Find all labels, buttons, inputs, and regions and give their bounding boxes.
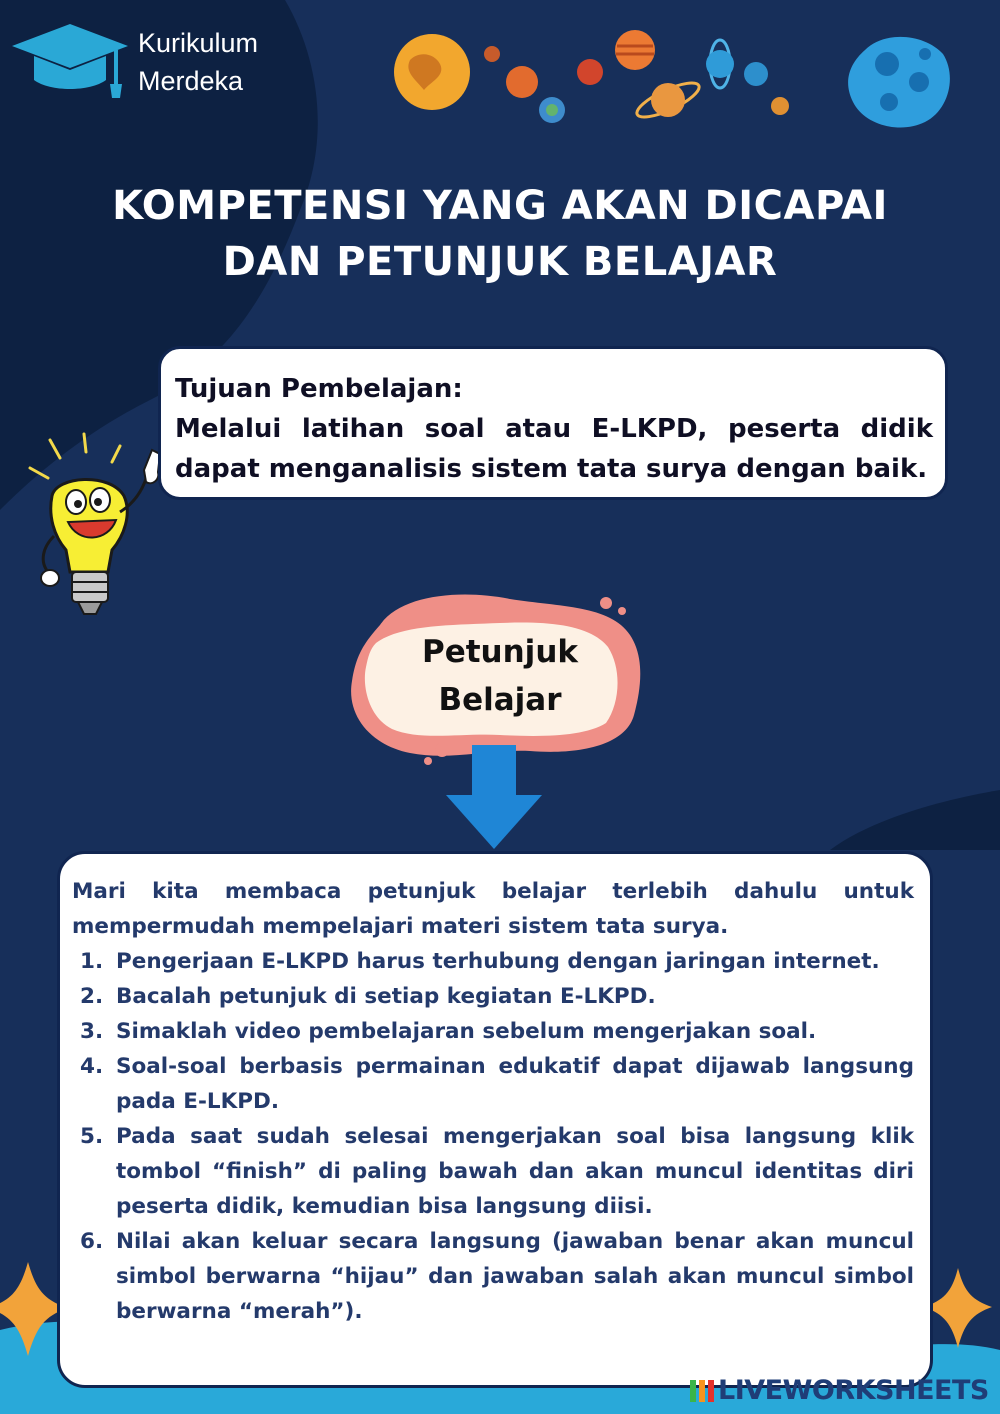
step-number: 2.: [80, 984, 104, 1009]
title-line-1: KOMPETENSI YANG AKAN DICAPAI: [112, 183, 888, 229]
brand-line-1: Kurikulum: [138, 28, 259, 58]
goal-heading: Tujuan Pembelajan:: [175, 374, 463, 404]
instruction-steps-list: [72, 944, 914, 1329]
learning-goal-card: [158, 346, 948, 500]
brand-line-2: Merdeka: [138, 66, 244, 96]
solar-system-planets-illustration: [380, 20, 810, 140]
smiling-lightbulb-character: [20, 432, 180, 622]
asteroid-illustration: [845, 30, 955, 130]
instruction-step: [72, 944, 914, 979]
instructions-card: [57, 851, 933, 1388]
step-number: 6.: [80, 1229, 104, 1254]
step-text: Bacalah petunjuk di setiap kegiatan E-LKPD.: [116, 984, 656, 1009]
graduation-cap-icon: [10, 22, 130, 102]
goal-text: Melalui latihan soal atau E-LKPD, peserta didik dapat menganalisis sistem tata surya dengan baik.: [175, 414, 933, 484]
page-title: [0, 178, 1000, 290]
petunjuk-line-2: Belajar: [438, 682, 562, 718]
brand-header: [10, 22, 310, 102]
step-number: 4.: [80, 1054, 104, 1079]
dark-blob-right: [830, 790, 1000, 850]
instructions-intro: Mari kita membaca petunjuk belajar terlebih dahulu untuk mempermudah mempelajari materi sistem tata surya.: [72, 879, 914, 939]
petunjuk-line-1: Petunjuk: [421, 634, 578, 670]
liveworksheets-mark-icon: [690, 1380, 714, 1402]
watermark-text: LIVEWORKSHEETS: [718, 1375, 989, 1406]
step-text: Pengerjaan E-LKPD harus terhubung dengan jaringan internet.: [116, 949, 880, 974]
step-text: Pada saat sudah selesai mengerjakan soal bisa langsung klik tombol “finish” di paling bawah dan akan muncul identitas diri peserta didik, kemudian bisa langsung diisi.: [116, 1124, 914, 1219]
instruction-step: [72, 1224, 914, 1329]
step-number: 5.: [80, 1124, 104, 1149]
step-text: Simaklah video pembelajaran sebelum mengerjakan soal.: [116, 1019, 817, 1044]
instruction-step: [72, 1119, 914, 1224]
title-line-2: DAN PETUNJUK BELAJAR: [222, 239, 778, 285]
brand-name: [138, 24, 258, 100]
instruction-step: [72, 979, 914, 1014]
arrow-down-icon: [444, 745, 544, 850]
step-number: 1.: [80, 949, 104, 974]
step-text: Soal-soal berbasis permainan edukatif dapat dijawab langsung pada E-LKPD.: [116, 1054, 914, 1114]
instruction-step: [72, 1014, 914, 1049]
petunjuk-belajar-title: [400, 628, 600, 724]
instruction-step: [72, 1049, 914, 1119]
step-number: 3.: [80, 1019, 104, 1044]
step-text: Nilai akan keluar secara langsung (jawaban benar akan muncul simbol berwarna “hijau” dan jawaban salah akan muncul simbol berwarna “merah”).: [116, 1229, 914, 1324]
orange-star-right: [924, 1268, 992, 1348]
liveworksheets-logo[interactable]: [690, 1374, 990, 1408]
